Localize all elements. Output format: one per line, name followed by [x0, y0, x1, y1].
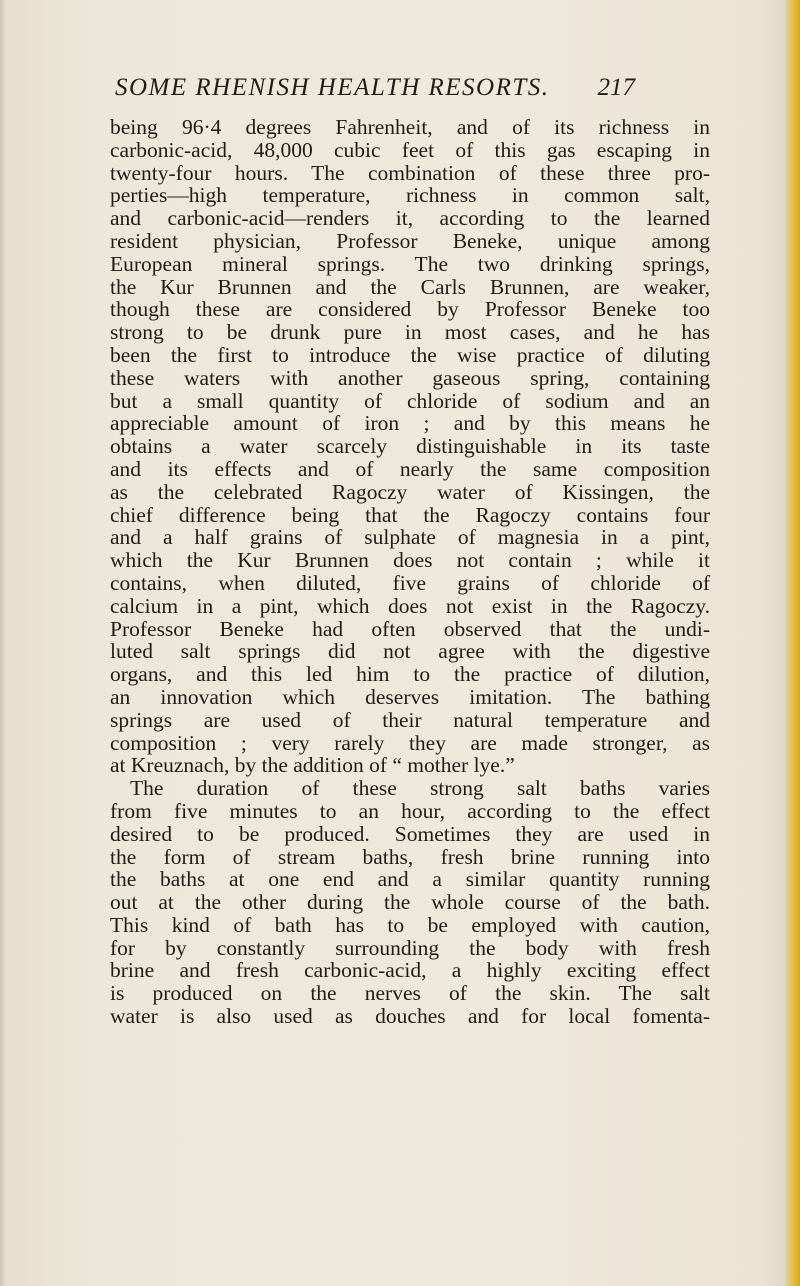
text-line: at Kreuznach, by the addition of “ mother lye.” — [110, 753, 515, 778]
running-head: SOME RHENISH HEALTH RESORTS. — [115, 74, 550, 101]
page-header — [115, 74, 635, 114]
body-text — [110, 116, 710, 1028]
text-line: and its effects and of nearly the same composition — [110, 456, 710, 481]
text-line: and a half grains of sulphate of magnesia in a pint, — [110, 525, 710, 550]
text-line: been the first to introduce the wise practice of diluting — [110, 342, 710, 367]
text-line: European mineral springs. The two drinking springs, — [110, 251, 710, 276]
text-line: and carbonic-acid—renders it, according to the learned — [110, 206, 710, 231]
text-line: is produced on the nerves of the skin. The salt — [110, 981, 710, 1006]
text-line: the Kur Brunnen and the Carls Brunnen, are weaker, — [110, 274, 710, 299]
text-line: which the Kur Brunnen does not contain ; while it — [110, 548, 710, 573]
text-line: composition ; very rarely they are made stronger, as — [110, 730, 710, 755]
page-gutter-shadow — [0, 0, 6, 1286]
page-edge — [786, 0, 800, 1286]
text-line: organs, and this led him to the practice of dilution, — [110, 662, 710, 687]
text-line: but a small quantity of chloride of sodium and an — [110, 388, 710, 413]
text-line: though these are considered by Professor Beneke too — [110, 297, 710, 322]
text-line: water is also used as douches and for local fomenta- — [110, 1004, 710, 1029]
text-line: resident physician, Professor Beneke, unique among — [110, 228, 710, 253]
text-line: from five minutes to an hour, according to the effect — [110, 798, 710, 823]
text-line: appreciable amount of iron ; and by this means he — [110, 411, 710, 436]
text-line: desired to be produced. Sometimes they are used in — [110, 821, 710, 846]
text-line: an innovation which deserves imitation. The bathing — [110, 684, 710, 709]
text-line: obtains a water scarcely distinguishable in its taste — [110, 434, 710, 459]
text-line: being 96·4 degrees Fahrenheit, and of its richness in — [110, 115, 710, 139]
text-line: these waters with another gaseous spring, containing — [110, 365, 710, 390]
text-line: as the celebrated Ragoczy water of Kissingen, the — [110, 479, 710, 504]
text-line: out at the other during the whole course of the bath. — [110, 890, 710, 915]
text-line: Professor Beneke had often observed that the undi- — [110, 616, 710, 641]
text-line: The duration of these strong salt baths varies — [130, 776, 710, 801]
text-line: twenty-four hours. The combination of these three pro- — [110, 160, 710, 185]
text-line: carbonic-acid, 48,000 cubic feet of this gas escaping in — [110, 137, 710, 162]
page-number: 217 — [597, 74, 635, 101]
text-line: for by constantly surrounding the body with fresh — [110, 935, 710, 960]
text-line: contains, when diluted, five grains of chloride of — [110, 570, 710, 595]
text-line: brine and fresh carbonic-acid, a highly exciting effect — [110, 958, 710, 983]
text-line: the form of stream baths, fresh brine running into — [110, 844, 710, 869]
text-line: This kind of bath has to be employed with caution, — [110, 912, 710, 937]
text-line: luted salt springs did not agree with the digestive — [110, 639, 710, 664]
text-line: chief difference being that the Ragoczy contains four — [110, 502, 710, 527]
text-line: springs are used of their natural temperature and — [110, 707, 710, 732]
text-line: strong to be drunk pure in most cases, and he has — [110, 320, 710, 345]
text-line: perties—high temperature, richness in common salt, — [110, 183, 710, 208]
text-line: the baths at one end and a similar quantity running — [110, 867, 710, 892]
text-line: calcium in a pint, which does not exist in the Ragoczy. — [110, 593, 710, 618]
